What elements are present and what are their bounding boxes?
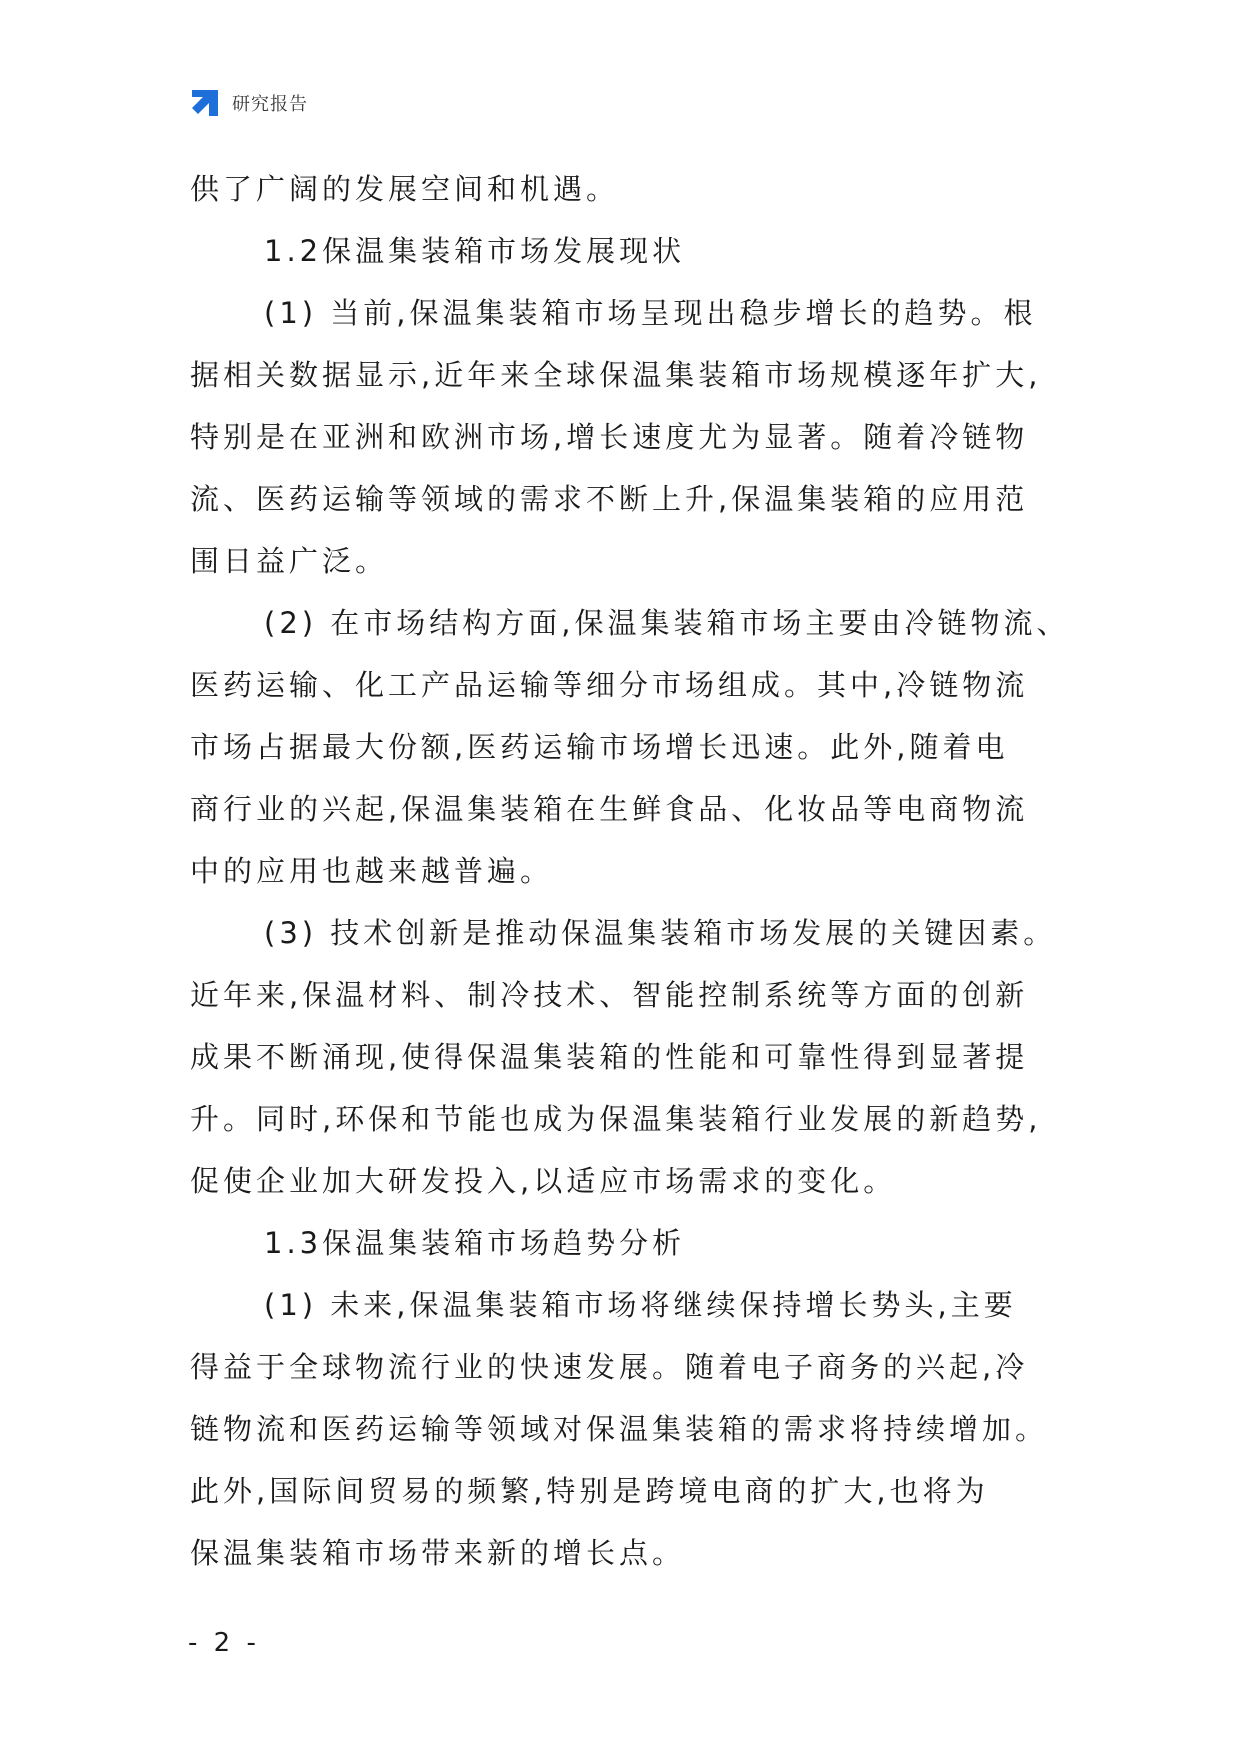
text-line: 中的应用也越来越普遍。 — [190, 854, 554, 888]
page-header — [190, 88, 308, 118]
text-line: 流、医药运输等领域的需求不断上升,保温集装箱的应用范 — [190, 482, 1029, 516]
text-line: 供了广阔的发展空间和机遇。 — [190, 172, 620, 206]
text-line: 1.3保温集装箱市场趋势分析 — [264, 1226, 686, 1260]
text-line: 近年来,保温材料、制冷技术、智能控制系统等方面的创新 — [190, 978, 1029, 1012]
text-line: 围日益广泛。 — [190, 544, 389, 578]
text-line: 商行业的兴起,保温集装箱在生鲜食品、化妆品等电商物流 — [190, 792, 1029, 826]
text-line: 此外,国际间贸易的频繁,特别是跨境电商的扩大,也将为 — [190, 1474, 989, 1508]
text-line: 得益于全球物流行业的快速发展。随着电子商务的兴起,冷 — [190, 1350, 1029, 1384]
text-line: (2) 在市场结构方面,保温集装箱市场主要由冷链物流、 — [264, 606, 1070, 640]
text-line: 特别是在亚洲和欧洲市场,增长速度尤为显著。随着冷链物 — [190, 420, 1029, 454]
text-line: (1) 未来,保温集装箱市场将继续保持增长势头,主要 — [264, 1288, 1017, 1322]
text-line: 市场占据最大份额,医药运输市场增长迅速。此外,随着电 — [190, 730, 1009, 764]
brand-logo-icon — [190, 88, 220, 118]
text-line: (3) 技术创新是推动保温集装箱市场发展的关键因素。 — [264, 916, 1057, 950]
text-line: 据相关数据显示,近年来全球保温集装箱市场规模逐年扩大, — [190, 358, 1042, 392]
header-title: 研究报告 — [232, 94, 308, 115]
text-line: 保温集装箱市场带来新的增长点。 — [190, 1536, 686, 1570]
text-line: 医药运输、化工产品运输等细分市场组成。其中,冷链物流 — [190, 668, 1029, 702]
text-line: 1.2保温集装箱市场发展现状 — [264, 234, 686, 268]
document-body — [190, 158, 1070, 1584]
text-line: 促使企业加大研发投入,以适应市场需求的变化。 — [190, 1164, 897, 1198]
page-number: - 2 - — [188, 1628, 260, 1658]
text-line: 链物流和医药运输等领域对保温集装箱的需求将持续增加。 — [190, 1412, 1049, 1446]
text-line: 升。同时,环保和节能也成为保温集装箱行业发展的新趋势, — [190, 1102, 1042, 1136]
text-line: 成果不断涌现,使得保温集装箱的性能和可靠性得到显著提 — [190, 1040, 1029, 1074]
text-line: (1) 当前,保温集装箱市场呈现出稳步增长的趋势。根 — [264, 296, 1037, 330]
